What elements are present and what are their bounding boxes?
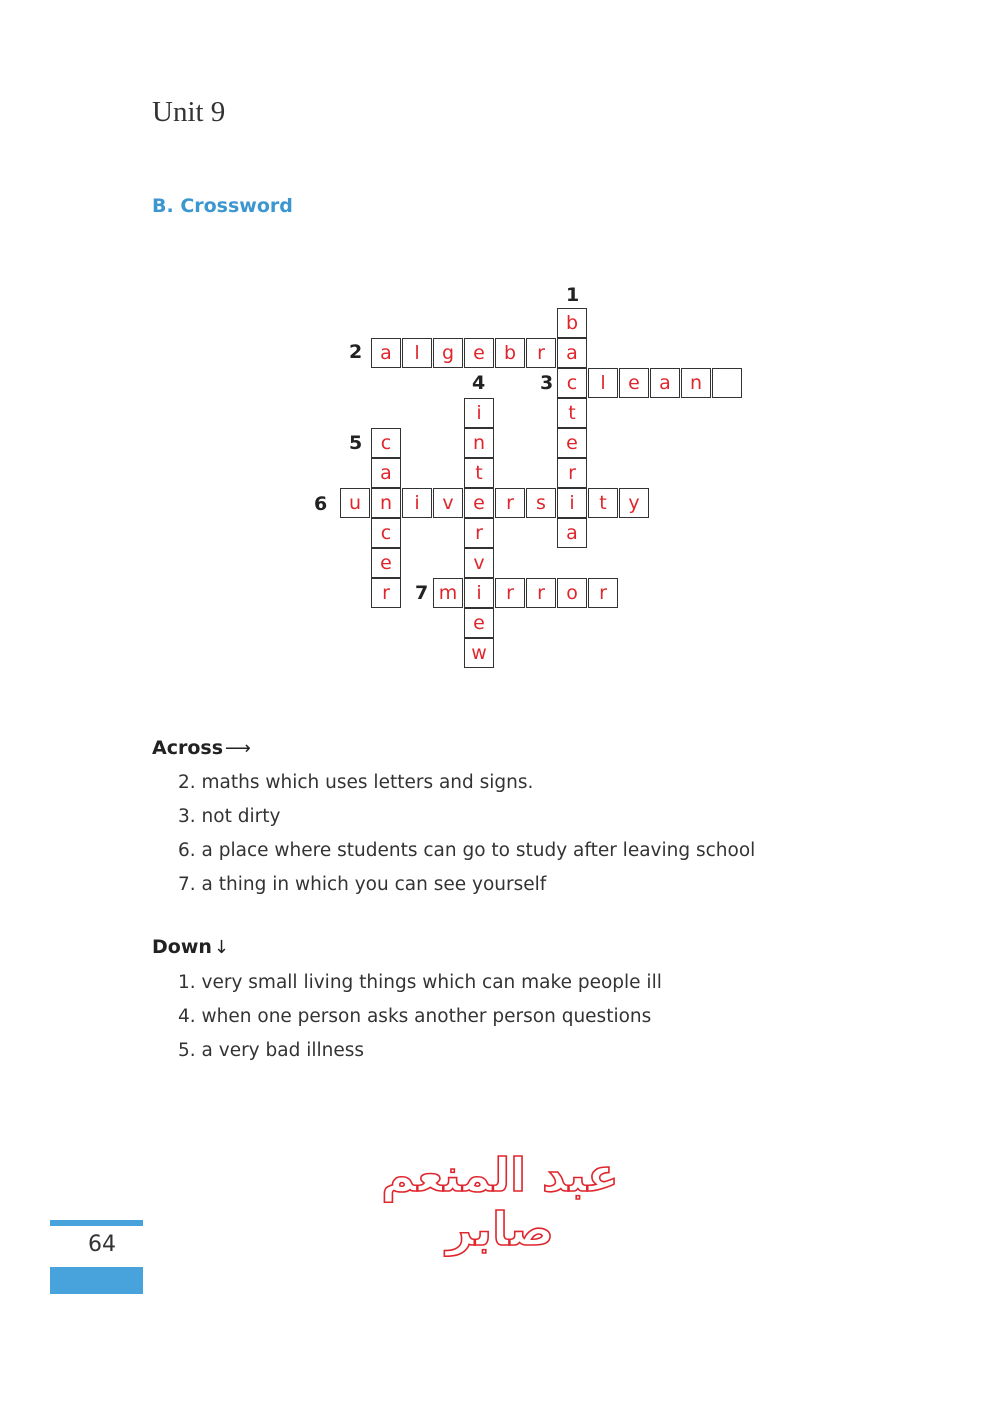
crossword-cell: t [557,398,587,428]
crossword-cell: r [371,578,401,608]
crossword-cell: e [464,488,494,518]
crossword-cell: a [371,458,401,488]
crossword-cell: a [371,338,401,368]
down-clue: 4. when one person asks another person questions [178,1006,652,1027]
crossword-cell: i [557,488,587,518]
crossword-cell: l [588,368,618,398]
crossword-cell: r [464,518,494,548]
crossword-cell: n [464,428,494,458]
crossword-cell: i [402,488,432,518]
crossword-cell: e [464,608,494,638]
crossword-cell: i [464,398,494,428]
clue-number: 6 [314,493,328,515]
page-number: 64 [88,1232,116,1257]
crossword-cell: v [464,548,494,578]
down-clue-list [178,966,662,1068]
crossword-cell: e [464,338,494,368]
crossword-cell: r [495,488,525,518]
across-heading [152,737,251,759]
across-clue: 6. a place where students can go to study after leaving school [178,840,756,861]
down-clue: 1. very small living things which can make people ill [178,972,662,993]
unit-title: Unit 9 [152,96,226,128]
crossword-cell: e [619,368,649,398]
arrow-right-icon: ⟶ [225,738,251,759]
crossword-cell: s [526,488,556,518]
crossword-cell: r [557,458,587,488]
crossword-cell: n [681,368,711,398]
crossword-cell: v [433,488,463,518]
crossword-cell: a [557,338,587,368]
clue-number: 7 [415,582,429,604]
crossword-cell: o [557,578,587,608]
crossword-cell: e [371,548,401,578]
clue-number: 1 [566,284,580,306]
crossword-cell: r [526,338,556,368]
crossword-cell [712,368,742,398]
crossword-cell: u [340,488,370,518]
across-heading-label: Across [152,737,224,759]
crossword-cell: y [619,488,649,518]
page-number-top-bar [50,1220,143,1226]
down-heading [152,936,229,958]
crossword-cell: a [557,518,587,548]
crossword-cell: c [557,368,587,398]
crossword-cell: l [402,338,432,368]
clue-number: 3 [540,372,554,394]
arrow-down-icon: ↓ [213,937,229,958]
across-clue: 3. not dirty [178,806,281,827]
crossword-cell: r [588,578,618,608]
down-heading-label: Down [152,936,212,958]
clue-number: 4 [472,372,486,394]
page-number-bottom-bar [50,1267,143,1294]
crossword-cell: e [557,428,587,458]
crossword-cell: r [526,578,556,608]
crossword-cell: c [371,518,401,548]
crossword-cell: w [464,638,494,668]
crossword-cell: b [557,308,587,338]
crossword-cell: c [371,428,401,458]
crossword-cell: t [588,488,618,518]
crossword-cell: n [371,488,401,518]
crossword-cell: i [464,578,494,608]
crossword-cell: r [495,578,525,608]
crossword-cell: a [650,368,680,398]
section-title: B. Crossword [152,195,293,217]
crossword-cell: g [433,338,463,368]
across-clue: 7. a thing in which you can see yourself [178,874,547,895]
crossword-cell: t [464,458,494,488]
across-clue-list [178,766,755,902]
across-clue: 2. maths which uses letters and signs. [178,772,534,793]
signature: عبد المنعم صابر [381,1148,619,1256]
clue-number: 2 [349,341,363,363]
clue-number: 5 [349,432,363,454]
crossword-cell: m [433,578,463,608]
crossword-cell: b [495,338,525,368]
down-clue: 5. a very bad illness [178,1040,365,1061]
